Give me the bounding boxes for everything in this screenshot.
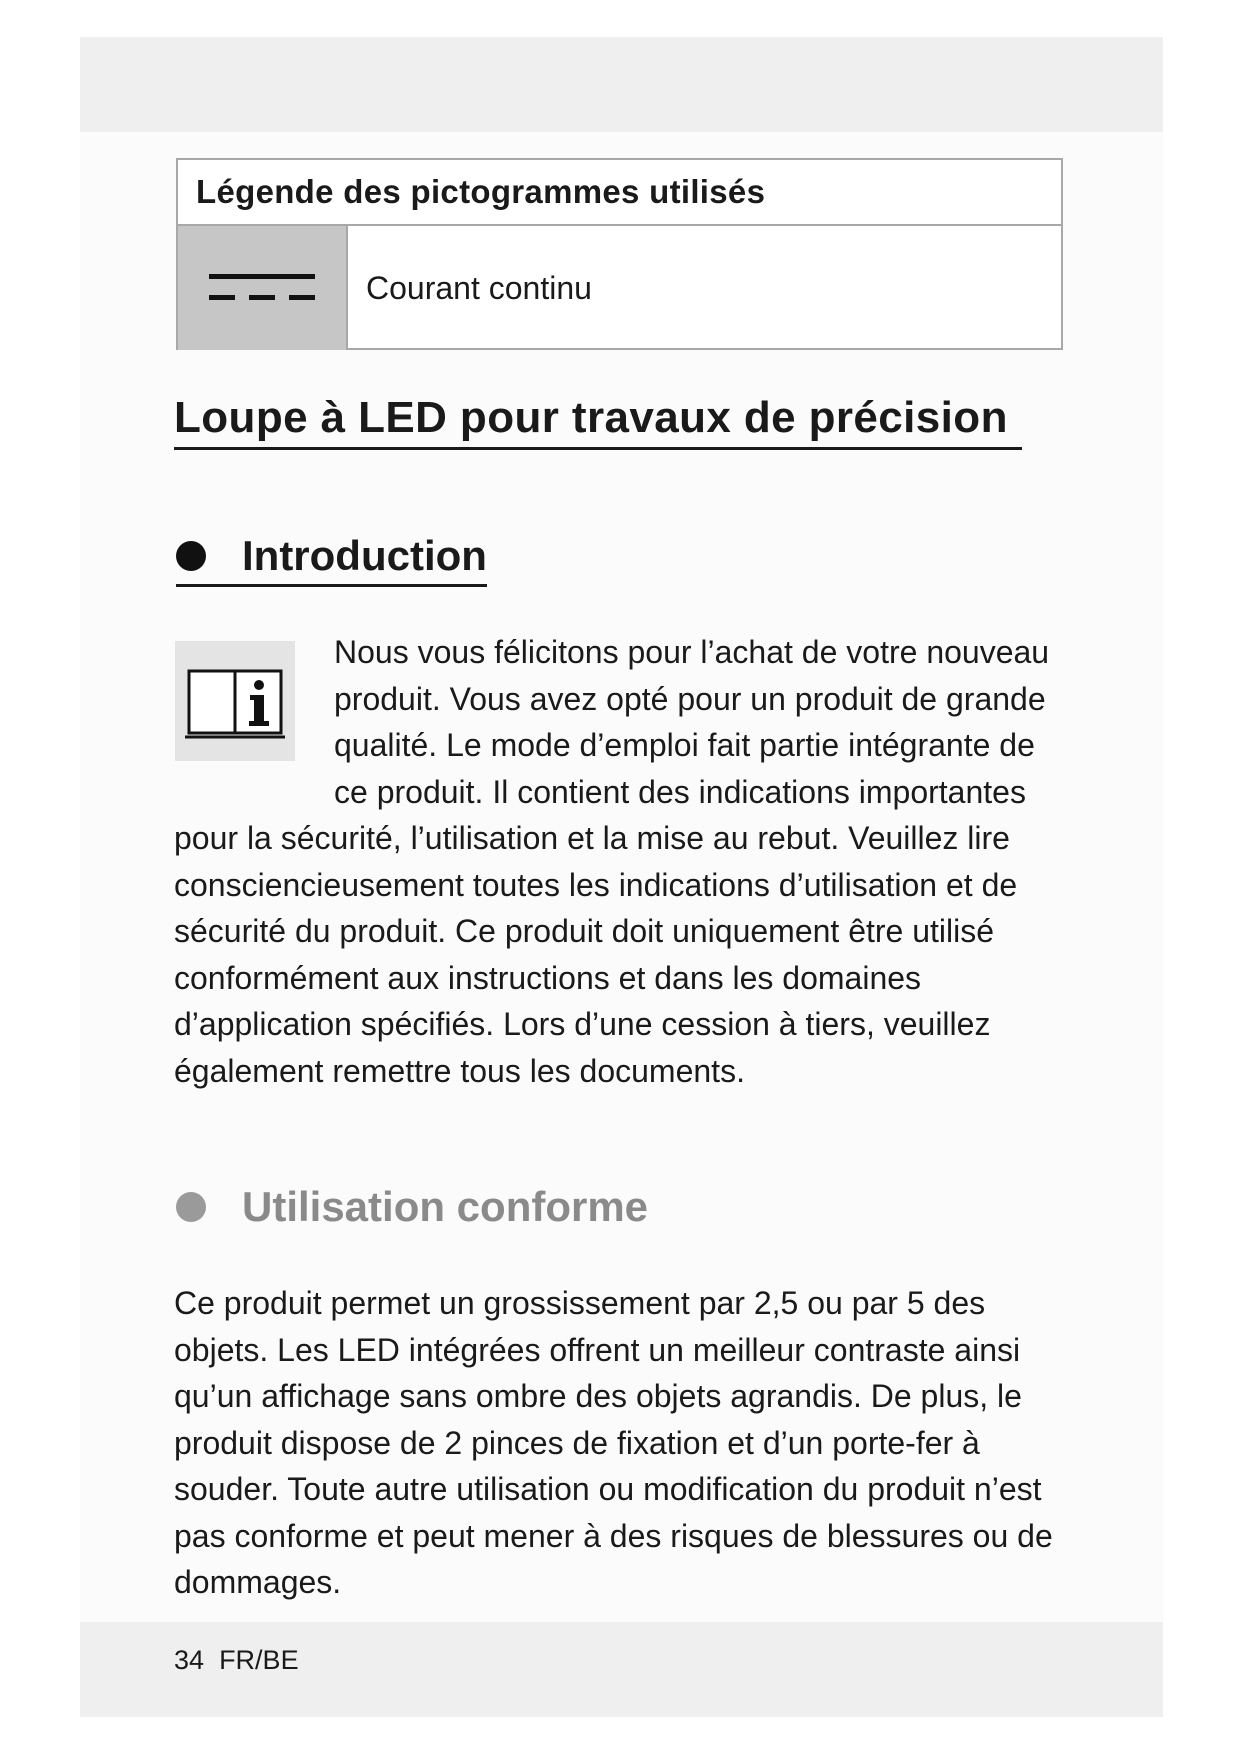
introduction-paragraph [174, 629, 1054, 1094]
legend-heading: Légende des pictogrammes utilisés [178, 160, 1061, 226]
icon-spacer [174, 629, 334, 769]
legend-icon-cell [178, 226, 348, 350]
bullet-icon [176, 1192, 206, 1222]
page-title: Loupe à LED pour travaux de précision [174, 393, 1022, 450]
locale-label: FR/BE [219, 1645, 299, 1675]
section-heading-introduction [176, 532, 487, 587]
section-heading-utilisation [176, 1183, 648, 1231]
header-band [80, 37, 1163, 132]
introduction-text: Nous vous félicitons pour l’achat de votre nouveau produit. Vous avez opté pour un produit de grande qualité. Le mode d’emploi fait partie intégrante de ce produit. Il contient des indications importantes pour la sécurité, l’utilisation et la mise au rebut. Veuillez lire consciencieusement toutes les indications d’utilisation et de sécurité du produit. Ce produit doit uniquement être utilisé conformément aux instructions et dans les domaines d’application spécifiés. Lors d’une cession à tiers, veuillez également remettre tous les documents. [174, 634, 1050, 1089]
page-footer [174, 1645, 299, 1676]
page-number: 34 [174, 1645, 205, 1675]
bullet-icon [176, 541, 206, 571]
direct-current-icon [207, 268, 317, 308]
legend-label: Courant continu [366, 269, 592, 306]
utilisation-paragraph: Ce produit permet un grossissement par 2,5 ou par 5 des objets. Les LED intégrées offrent un meilleur contraste ainsi qu’un affichage sans ombre des objets agrandis. De plus, le produit dispose de 2 pinces de fixation et d’un porte-fer à souder. Toute autre utilisation ou modification du produit n’est pas conforme et peut mener à des risques de blessures ou de dommages. [174, 1285, 1053, 1600]
pictogram-legend-table [176, 158, 1063, 350]
legend-row [178, 226, 1061, 350]
section-heading-text: Utilisation conforme [242, 1183, 649, 1230]
section-heading-text: Introduction [242, 532, 487, 579]
